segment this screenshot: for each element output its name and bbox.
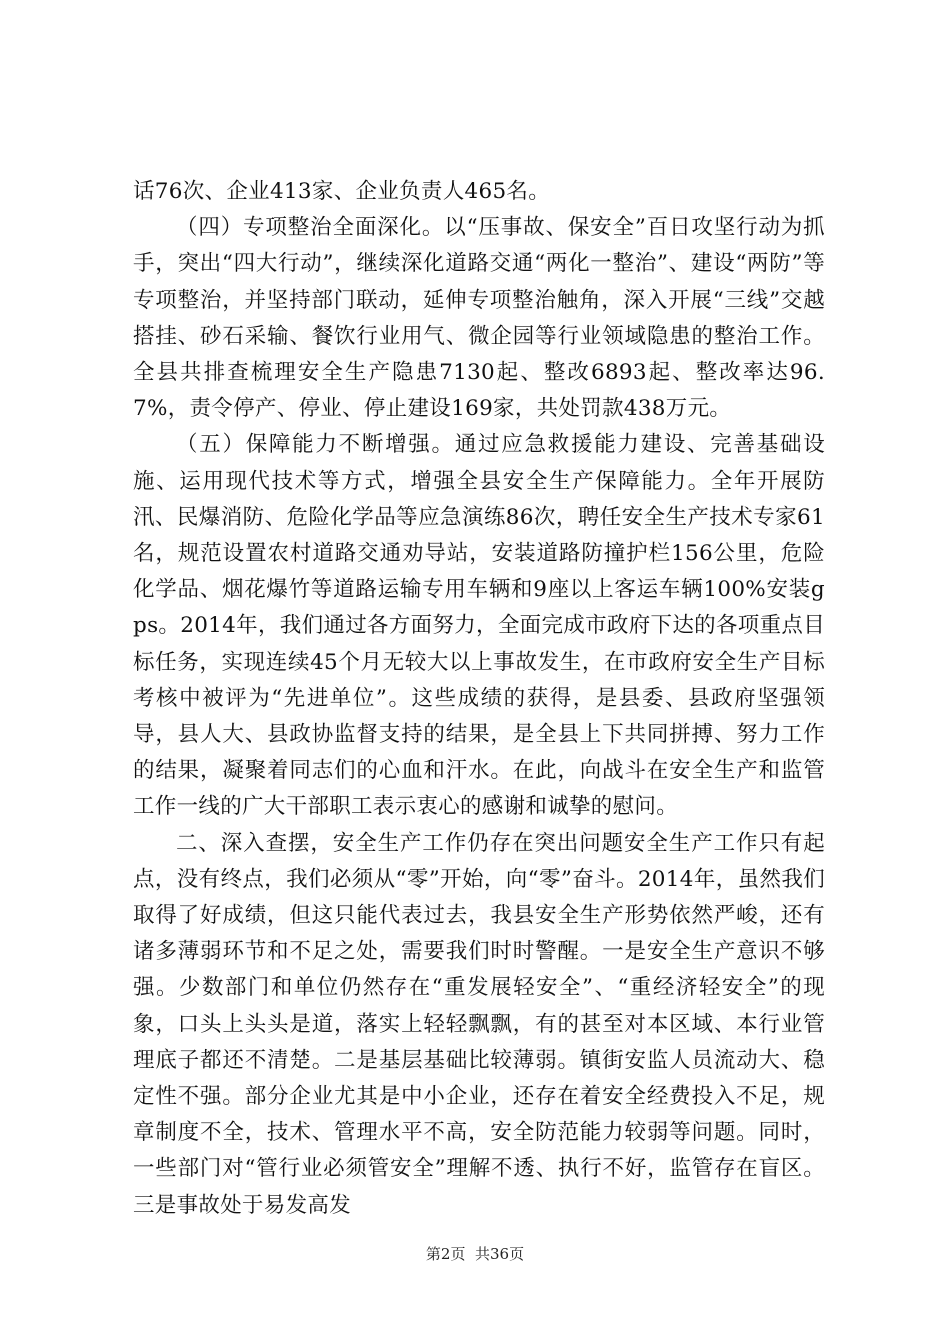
paragraph-problems-review: 二、深入查摆，安全生产工作仍存在突出问题安全生产工作只有起点，没有终点，我们必须从“零”开始，向“零”奋斗。2014年，虽然我们取得了好成绩，但这只能代表过去，我县安全生产形势依然严峻，还有诸多薄弱环节和不足之处，需要我们时时警醒。一是安全生产意识不够强。少数部门和单位仍然存在“重发展轻安全”、“重经济轻安全”的现象，口头上头头是道，落实上轻轻飘飘，有的甚至对本区域、本行业管理底子都还不清楚。二是基层基础比较薄弱。镇街安监人员流动大、稳定性不强。部分企业尤其是中小企业，还存在着安全经费投入不足，规章制度不全，技术、管理水平不高，安全防范能力较弱等问题。同时，一些部门对“管行业必须管安全”理解不透、执行不好，监管存在盲区。三是事故处于易发高发	[133, 830, 825, 1218]
page-footer	[0, 1244, 950, 1264]
paragraph-special-rectification: （四）专项整治全面深化。以“压事故、保安全”百日攻坚行动为抓手，突出“四大行动”，继续深化道路交通“两化一整治”、建设“两防”等专项整治，并坚持部门联动，延伸专项整治触角，深入开展“三线”交越搭挂、砂石采输、餐饮行业用气、微企园等行业领域隐患的整治工作。全县共排查梳理安全生产隐患7130起、整改6893起、整改率达96.7%，责令停产、停业、停止建设169家，共处罚款438万元。	[133, 215, 825, 422]
paragraph-continuation: 话76次、企业413家、企业负责人465名。	[133, 179, 551, 204]
footer-separator	[465, 1245, 475, 1263]
page-number: 第2页	[425, 1245, 466, 1263]
document-body	[133, 174, 825, 1224]
page-total: 共36页	[475, 1245, 525, 1263]
paragraph-support-capability: （五）保障能力不断增强。通过应急救援能力建设、完善基础设施、运用现代技术等方式，增强全县安全生产保障能力。全年开展防汛、民爆消防、危险化学品等应急演练86次，聘任安全生产技术专家61名，规范设置农村道路交通劝导站，安装道路防撞护栏156公里，危险化学品、烟花爆竹等道路运输专用车辆和9座以上客运车辆100%安装gps。2014年，我们通过各方面努力，全面完成市政府下达的各项重点目标任务，实现连续45个月无较大以上事故发生，在市政府安全生产目标考核中被评为“先进单位”。这些成绩的获得，是县委、县政府坚强领导，县人大、县政协监督支持的结果，是全县上下共同拼搏、努力工作的结果，凝聚着同志们的心血和汗水。在此，向战斗在安全生产和监管工作一线的广大干部职工表示衷心的感谢和诚挚的慰问。	[133, 432, 825, 820]
